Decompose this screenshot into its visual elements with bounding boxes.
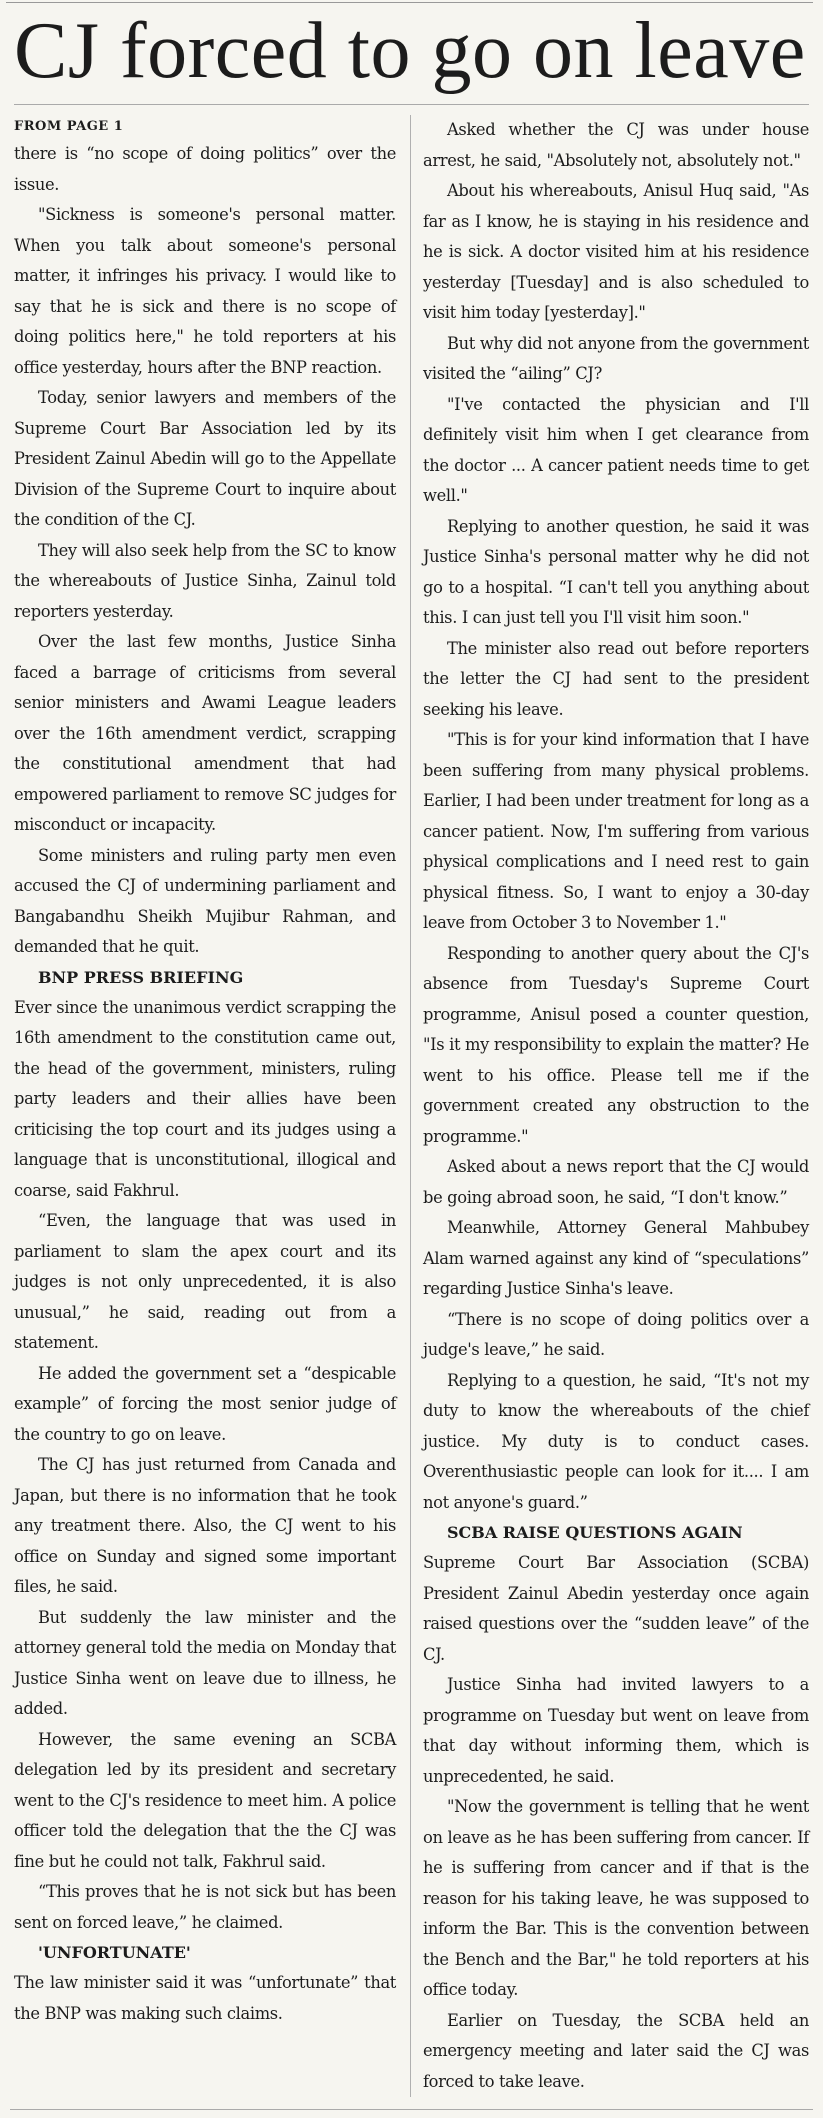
left-column (14, 115, 411, 2097)
paragraph: Earlier on Tuesday, the SCBA held an emergency meeting and later said the CJ was forced to take leave. (423, 2010, 809, 2091)
paragraph: Supreme Court Bar Association (SCBA) President Zainul Abedin yesterday once again raised questions over the “sudden leave” of the CJ. (423, 1553, 809, 1664)
paragraph: Justice Sinha had invited lawyers to a programme on Tuesday but went on leave from that day without informing them, which is unprecedented, he said. (423, 1675, 809, 1786)
right-column (423, 115, 809, 2097)
article-columns (14, 115, 809, 2097)
paragraph: He added the government set a “despicable example” of forcing the most senior judge of the country to go on leave. (14, 1363, 396, 1444)
paragraph: But suddenly the law minister and the attorney general told the media on Monday that Justice Sinha went on leave due to illness, he added. (14, 1607, 396, 1718)
paragraph: The minister also read out before reporters the letter the CJ had sent to the president seeking his leave. (423, 638, 809, 719)
paragraph: However, the same evening an SCBA delegation led by its president and secretary went to the CJ's residence to meet him. A police officer told the delegation that the the CJ was fine but he could not talk, Fakhrul said. (14, 1729, 396, 1871)
paragraph: "This is for your kind information that I have been suffering from many physical problems. Earlier, I had been under treatment for long as a cancer patient. Now, I'm suffering from various physical complications and I need rest to gain physical fitness. So, I want to enjoy a 30-day leave from October 3 to November 1." (423, 730, 809, 932)
paragraph: “This proves that he is not sick but has been sent on forced leave,” he claimed. (14, 1882, 396, 1932)
paragraph: “Even, the language that was used in parliament to slam the apex court and its judges is not only unprecedented, it is also unusual,” he said, reading out from a statement. (14, 1211, 396, 1352)
paragraph: Today, senior lawyers and members of the Supreme Court Bar Association led by its President Zainul Abedin will go to the Appellate Division of the Supreme Court to inquire about the condition of the CJ. (14, 388, 396, 529)
headline-divider (14, 104, 809, 105)
paragraph: Meanwhile, Attorney General Mahbubey Alam warned against any kind of “speculations” regarding Justice Sinha's leave. (423, 1218, 809, 1298)
paragraph: "Sickness is someone's personal matter. When you talk about someone's personal matter, it infringes his privacy. I would like to say that he is sick and there is no scope of doing politics here," he told reporters at his office yesterday, hours after the BNP reaction. (14, 205, 396, 377)
paragraph: Asked about a news report that the CJ would be going abroad soon, he said, “I don't know.” (423, 1157, 809, 1207)
paragraph: But why did not anyone from the government visited the “ailing” CJ? (423, 333, 809, 383)
paragraph: Over the last few months, Justice Sinha faced a barrage of criticisms from several senior ministers and Awami League leaders over the 16th amendment verdict, scrapping the constitutional amendment that had empowered parliament to remove SC judges for misconduct or incapacity. (14, 632, 396, 834)
paragraph: They will also seek help from the SC to know the whereabouts of Justice Sinha, Zainul told reporters yesterday. (14, 540, 396, 621)
section-subhead: BNP PRESS BRIEFING (38, 967, 244, 987)
paragraph: Asked whether the CJ was under house arrest, he said, "Absolutely not, absolutely not." (423, 120, 809, 170)
paragraph: Ever since the unanimous verdict scrapping the 16th amendment to the constitution came out, the head of the government, ministers, ruling party leaders and their allies have been criticising the top court and its judges using a language that is unconstitutional, illogical and coarse, said Fakhrul. (14, 997, 396, 1200)
paragraph: The CJ has just returned from Canada and Japan, but there is no information that he took any treatment there. Also, the CJ went to his office on Sunday and signed some important files, he said. (14, 1455, 396, 1596)
headline: CJ forced to go on leave (14, 7, 806, 95)
section-subhead: SCBA RAISE QUESTIONS AGAIN (447, 1523, 743, 1542)
top-rule (6, 2, 813, 3)
paragraph: "Now the government is telling that he went on leave as he has been suffering from cancer. If he is suffering from cancer and if that is the reason for his taking leave, he was supposed to inform the Bar. This is the convention between the Bench and the Bar," he told reporters at his office today. (423, 1797, 809, 1999)
paragraph: Replying to another question, he said it was Justice Sinha's personal matter why he did not go to a hospital. “I can't tell you anything about this. I can just tell you I'll visit him soon." (423, 516, 809, 627)
paragraph: Responding to another query about the CJ's absence from Tuesday's Supreme Court programme, Anisul posed a counter question, "Is it my responsibility to explain the matter? He went to his office. Please tell me if the government created any obstruction to the programme." (423, 943, 809, 1146)
paragraph: About his whereabouts, Anisul Huq said, "As far as I know, he is staying in his residence and he is sick. A doctor visited him at his residence yesterday [Tuesday] and is also scheduled to visit him today [yesterday]." (423, 181, 809, 322)
paragraph: The law minister said it was “unfortunate” that the BNP was making such claims. (14, 1973, 396, 2023)
section-subhead: 'UNFORTUNATE' (38, 1943, 191, 1962)
bottom-rule (10, 2109, 813, 2110)
paragraph: Replying to a question, he said, “It's not my duty to know the whereabouts of the chief justice. My duty is to conduct cases. Overenthusiastic people can look for it.... I am not anyone's guard.” (423, 1370, 809, 1512)
continued-from-label: FROM PAGE 1 (14, 119, 124, 134)
paragraph: "I've contacted the physician and I'll definitely visit him when I get clearance from the doctor ... A cancer patient needs time to get well." (423, 394, 809, 505)
paragraph: Some ministers and ruling party men even accused the CJ of undermining parliament and Bangabandhu Sheikh Mujibur Rahman, and demanded that he quit. (14, 845, 396, 956)
paragraph: “There is no scope of doing politics over a judge's leave,” he said. (423, 1309, 809, 1359)
paragraph: there is “no scope of doing politics” over the issue. (14, 144, 396, 194)
